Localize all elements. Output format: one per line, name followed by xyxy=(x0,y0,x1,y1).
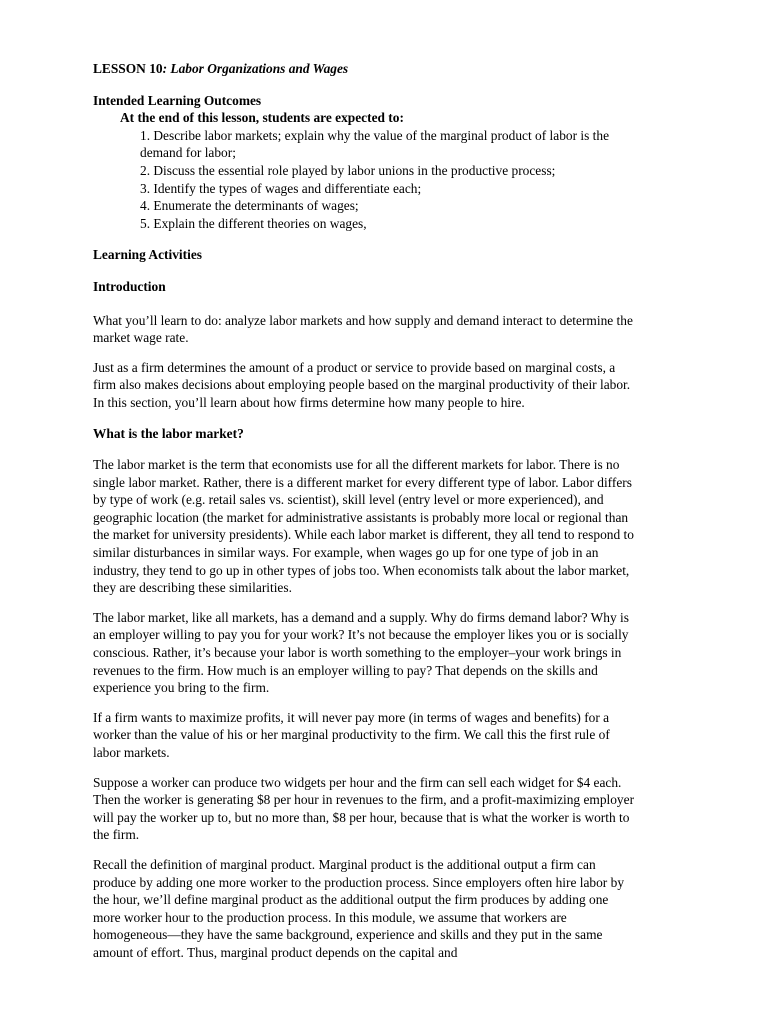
outcome-item: 2. Discuss the essential role played by labor unions in the productive process; xyxy=(140,162,556,178)
outcome-item: 5. Explain the different theories on wages, xyxy=(140,215,367,231)
paragraph-labor-market: The labor market is the term that economists use for all the different markets for labor. There is no single labor market. Rather, there is a different market for every different type of labor. Labor differs by type of work (e.g. retail sales vs. scientist), skill level (entry level or more experienced), and geographic location (the market for administrative assistants is probably more local or regional than the market for university presidents). While each labor market is different, they all tend to respond to similar disturbances in similar ways. For example, when wages go up for one type of job in an industry, they tend to go up in other types of jobs too. When economists talk about the labor market, they are describing these similarities. xyxy=(93,457,634,596)
outcome-item: 1. Describe labor markets; explain why the value of the marginal product of labor is the demand for labor; xyxy=(140,127,610,161)
document-page xyxy=(93,60,638,962)
paragraph-widget-example: Suppose a worker can produce two widgets per hour and the firm can sell each widget for $4 each. Then the worker is generating $8 per hour in revenues to the firm, and a profit-maximizing employer will pay the worker up to, but no more than, $8 per hour, because that is what the worker is worth to the firm. xyxy=(93,774,635,843)
labor-market-heading: What is the labor market? xyxy=(93,425,244,441)
outcomes-list xyxy=(140,127,638,233)
outcomes-heading: Intended Learning Outcomes xyxy=(93,92,262,108)
outcome-item: 4. Enumerate the determinants of wages; xyxy=(140,198,359,214)
outcomes-intro: At the end of this lesson, students are expected to: xyxy=(120,110,404,126)
outcome-item: 3. Identify the types of wages and differentiate each; xyxy=(140,180,422,196)
lesson-topic: : Labor Organizations and Wages xyxy=(162,61,349,76)
lesson-title xyxy=(93,60,638,78)
paragraph-intro: What you’ll learn to do: analyze labor markets and how supply and demand interact to determine the market wage rate. xyxy=(93,312,633,346)
paragraph-first-rule: If a firm wants to maximize profits, it will never pay more (in terms of wages and benefits) for a worker than the value of his or her marginal productivity to the firm. We call this the first rule of labor markets. xyxy=(93,709,610,760)
learning-activities-heading: Learning Activities xyxy=(93,247,202,263)
introduction-heading: Introduction xyxy=(93,278,166,294)
paragraph-marginal-productivity: Just as a firm determines the amount of a product or service to provide based on marginal costs, a firm also makes decisions about employing people based on the marginal productivity of their labor. In this section, you’ll learn about how firms determine how many people to hire. xyxy=(93,359,631,410)
lesson-number: LESSON 10 xyxy=(93,61,163,76)
paragraph-marginal-product: Recall the definition of marginal product. Marginal product is the additional output a firm can produce by adding one more worker to the production process. Since employers often hire labor by the hour, we’ll define marginal product as the additional output the firm produces by adding one more worker hour to the production process. In this module, we assume that workers are homogeneous—they have the same background, experience and skills and they put in the same amount of effort. Thus, marginal product depends on the capital and xyxy=(93,856,625,960)
paragraph-demand-supply: The labor market, like all markets, has a demand and a supply. Why do firms demand labor? Why is an employer willing to pay you for your work? It’s not because the employer likes you or is socially conscious. Rather, it’s because your labor is worth something to the employer–your work brings in revenues to the firm. How much is an employer willing to pay? That depends on the skills and experience you bring to the firm. xyxy=(93,609,629,696)
